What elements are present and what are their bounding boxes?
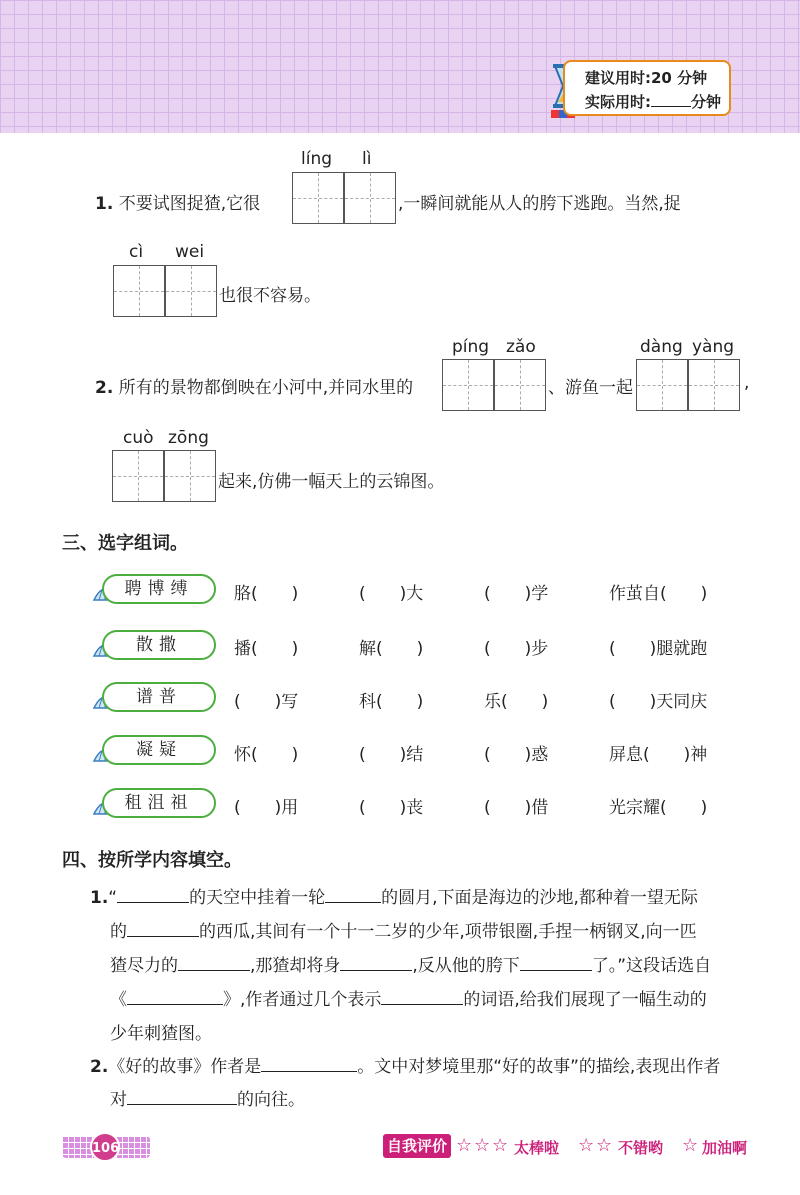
writing-box[interactable] bbox=[494, 359, 546, 411]
word-blank[interactable]: ( )结 bbox=[359, 745, 424, 765]
char-choice-chip: 谱普 bbox=[102, 682, 216, 712]
word-blank[interactable]: ( )大 bbox=[359, 584, 424, 604]
self-eval-label: 自我评价 bbox=[383, 1134, 451, 1158]
answer-blank[interactable] bbox=[261, 1055, 357, 1072]
question-text: 起来,仿佛一幅天上的云锦图。 bbox=[218, 472, 445, 492]
star-icon[interactable]: ☆ bbox=[578, 1135, 595, 1156]
suggested-time: 建议用时:20 分钟 bbox=[585, 69, 708, 87]
star-icon[interactable]: ☆ bbox=[682, 1135, 699, 1156]
word-blank[interactable]: ( )借 bbox=[484, 798, 549, 818]
answer-blank[interactable] bbox=[381, 988, 463, 1005]
question-text: , bbox=[744, 373, 750, 393]
star-icon[interactable]: ☆ bbox=[492, 1135, 509, 1156]
answer-blank[interactable] bbox=[117, 886, 189, 903]
answer-blank[interactable] bbox=[325, 886, 381, 903]
fill-line: 《 》,作者通过几个表示 的词语,给我们展现了一幅生动的 bbox=[110, 990, 707, 1010]
char-choice-chip: 散撒 bbox=[102, 630, 216, 660]
pinyin: cì bbox=[129, 242, 144, 262]
word-blank[interactable]: ( )学 bbox=[484, 584, 549, 604]
writing-box[interactable] bbox=[688, 359, 740, 411]
word-blank[interactable]: 胳( ) bbox=[234, 584, 299, 604]
star-icon[interactable]: ☆ bbox=[596, 1135, 613, 1156]
writing-box[interactable] bbox=[165, 265, 217, 317]
word-blank[interactable]: 解( ) bbox=[359, 639, 424, 659]
pinyin: zōng bbox=[168, 428, 209, 448]
answer-blank[interactable] bbox=[520, 954, 592, 971]
answer-blank[interactable] bbox=[127, 920, 199, 937]
word-blank[interactable]: ( )用 bbox=[234, 798, 299, 818]
writing-box[interactable] bbox=[636, 359, 688, 411]
char-choice-chip: 凝疑 bbox=[102, 735, 216, 765]
question-text: 、游鱼一起 bbox=[548, 378, 633, 398]
question-text: 1. 不要试图捉猹,它很 bbox=[95, 194, 261, 214]
question-text: 2. 所有的景物都倒映在小河中,并同水里的 bbox=[95, 378, 414, 398]
fill-line: 1.“ 的天空中挂着一轮 的圆月,下面是海边的沙地,都种着一望无际 bbox=[90, 888, 698, 908]
pinyin: dàng bbox=[640, 337, 683, 357]
word-blank[interactable]: 作茧自( ) bbox=[609, 584, 708, 604]
time-box bbox=[563, 60, 731, 116]
actual-time: 实际用时: 分钟 bbox=[585, 93, 722, 111]
pinyin: cuò bbox=[123, 428, 154, 448]
writing-box[interactable] bbox=[292, 172, 344, 224]
page-number: 106 bbox=[90, 1132, 120, 1162]
word-blank[interactable]: ( )写 bbox=[234, 692, 299, 712]
word-blank[interactable]: 怀( ) bbox=[234, 745, 299, 765]
section-title: 三、选字组词。 bbox=[62, 533, 188, 554]
answer-blank[interactable] bbox=[127, 1088, 237, 1105]
word-blank[interactable]: ( )惑 bbox=[484, 745, 549, 765]
word-blank[interactable]: ( )步 bbox=[484, 639, 549, 659]
eval-good-label: 不错哟 bbox=[618, 1139, 664, 1157]
answer-blank[interactable] bbox=[178, 954, 250, 971]
question-text: 也很不容易。 bbox=[219, 286, 321, 306]
word-blank[interactable]: 科( ) bbox=[359, 692, 424, 712]
fill-line: 对 的向往。 bbox=[110, 1090, 305, 1110]
pinyin: lì bbox=[362, 149, 372, 169]
writing-box[interactable] bbox=[442, 359, 494, 411]
char-choice-chip: 租沮祖 bbox=[102, 788, 216, 818]
pinyin: píng bbox=[452, 337, 490, 357]
fill-line: 的 的西瓜,其间有一个十一二岁的少年,项带银圈,手捏一柄钢叉,向一匹 bbox=[110, 922, 697, 942]
eval-cheer-label: 加油啊 bbox=[702, 1139, 748, 1157]
writing-box[interactable] bbox=[164, 450, 216, 502]
word-blank[interactable]: 屏息( )神 bbox=[609, 745, 708, 765]
fill-line: 猹尽力的 ,那猹却将身 ,反从他的胯下 了。”这段话选自 bbox=[110, 956, 712, 976]
word-blank[interactable]: 光宗耀( ) bbox=[609, 798, 708, 818]
writing-box[interactable] bbox=[113, 265, 165, 317]
pinyin: wei bbox=[175, 242, 205, 262]
writing-box[interactable] bbox=[344, 172, 396, 224]
eval-great-label: 太棒啦 bbox=[514, 1139, 560, 1157]
question-text: ,一瞬间就能从人的胯下逃跑。当然,捉 bbox=[398, 194, 681, 214]
star-icon[interactable]: ☆ bbox=[474, 1135, 491, 1156]
pinyin: líng bbox=[301, 149, 333, 169]
char-choice-chip: 聘博缚 bbox=[102, 574, 216, 604]
pinyin: yàng bbox=[692, 337, 735, 357]
fill-line: 少年刺猹图。 bbox=[110, 1024, 212, 1044]
pinyin: zǎo bbox=[506, 337, 536, 357]
answer-blank[interactable] bbox=[127, 988, 223, 1005]
word-blank[interactable]: ( )丧 bbox=[359, 798, 424, 818]
star-icon[interactable]: ☆ bbox=[456, 1135, 473, 1156]
word-blank[interactable]: ( )天同庆 bbox=[609, 692, 708, 712]
fill-line: 2.《好的故事》作者是 。文中对梦境里那“好的故事”的描绘,表现出作者 bbox=[90, 1057, 721, 1077]
section-title: 四、按所学内容填空。 bbox=[62, 850, 242, 871]
answer-blank[interactable] bbox=[340, 954, 412, 971]
word-blank[interactable]: 乐( ) bbox=[484, 692, 549, 712]
word-blank[interactable]: ( )腿就跑 bbox=[609, 639, 708, 659]
writing-box[interactable] bbox=[112, 450, 164, 502]
word-blank[interactable]: 播( ) bbox=[234, 639, 299, 659]
